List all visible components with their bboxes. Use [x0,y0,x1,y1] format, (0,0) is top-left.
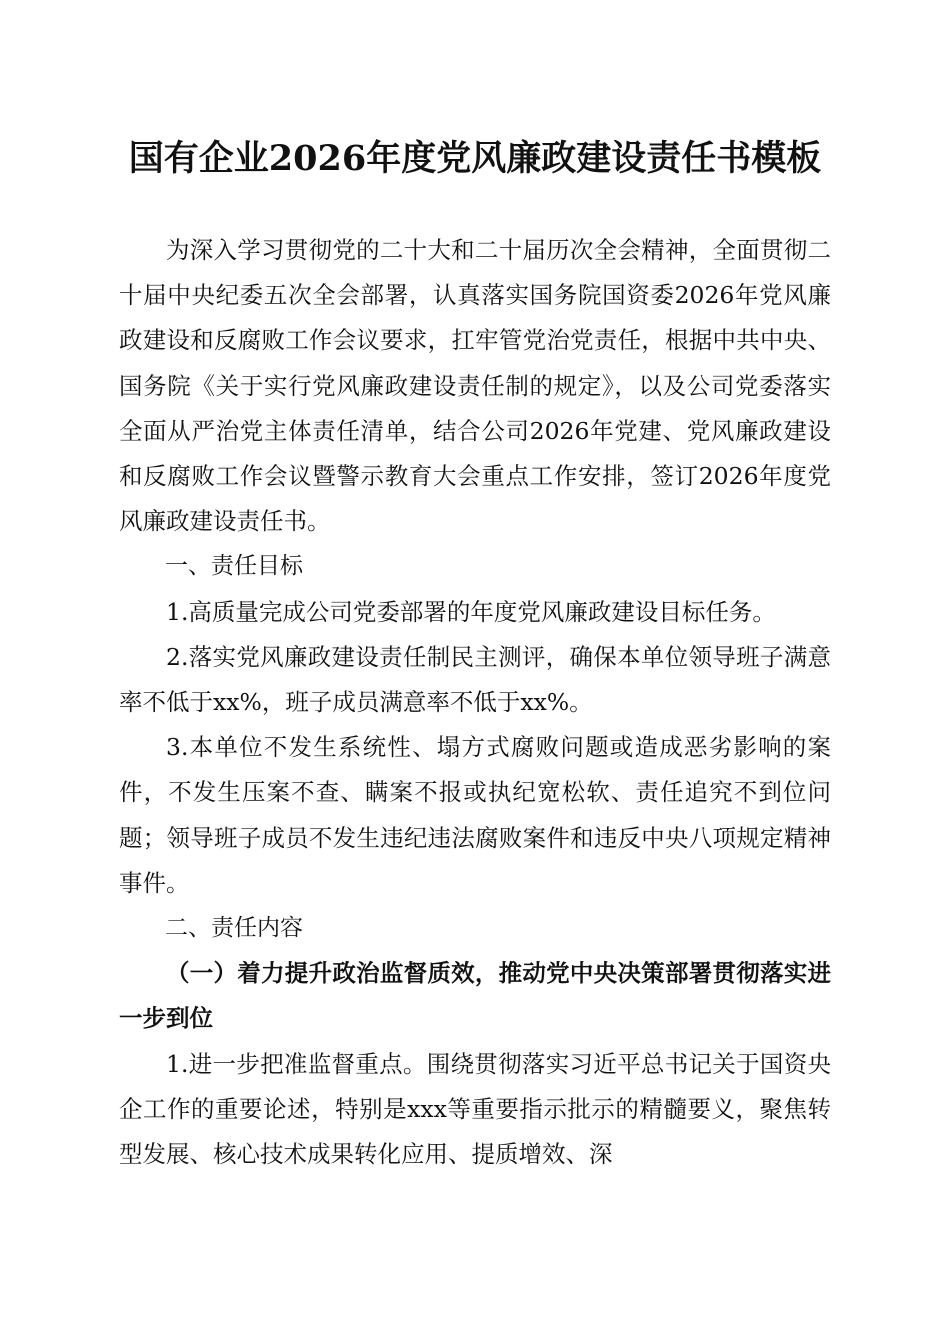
goal-item: 3.本单位不发生系统性、塌方式腐败问题或造成恶劣影响的案件，不发生压案不查、瞒案不报或执纪宽松软、责任追究不到位问题；领导班子成员不发生违纪违法腐败案件和违反中央八项规定精神事件。 [119,733,831,897]
section-heading-content: 二、责任内容 [165,915,303,942]
goal-item: 1.高质量完成公司党委部署的年度党风廉政建设目标任务。 [166,597,776,626]
content-item: 1.进一步把准监督重点。围绕贯彻落实习近平总书记关于国资央企工作的重要论述，特别是xxx等重要指示批示的精髓要义，聚焦转型发展、核心技术成果转化应用、提质增效、深 [119,1049,831,1169]
section-heading-goals: 一、责任目标 [165,553,303,580]
document-body [119,228,831,1177]
goal-item: 2.落实党风廉政建设责任制民主测评，确保本单位领导班子满意率不低于xx%，班子成员满意率不低于xx%。 [119,642,831,717]
subsection-heading: （一）着力提升政治监督质效，推动党中央决策部署贯彻落实进一步到位 [119,959,831,1033]
document-title: 国有企业2026年度党风廉政建设责任书模板 [128,138,822,179]
intro-paragraph: 为深入学习贯彻党的二十大和二十届历次全会精神，全面贯彻二十届中央纪委五次全会部署，认真落实国务院国资委2026年党风廉政建设和反腐败工作会议要求，扛牢管党治党责任，根据中共中央、国务院《关于实行党风廉政建设责任制的规定》，以及公司党委落实全面从严治党主体责任清单，结合公司2026年党建、党风廉政建设和反腐败工作会议暨警示教育大会重点工作安排，签订2026年度党风廉政建设责任书。 [119,236,831,536]
